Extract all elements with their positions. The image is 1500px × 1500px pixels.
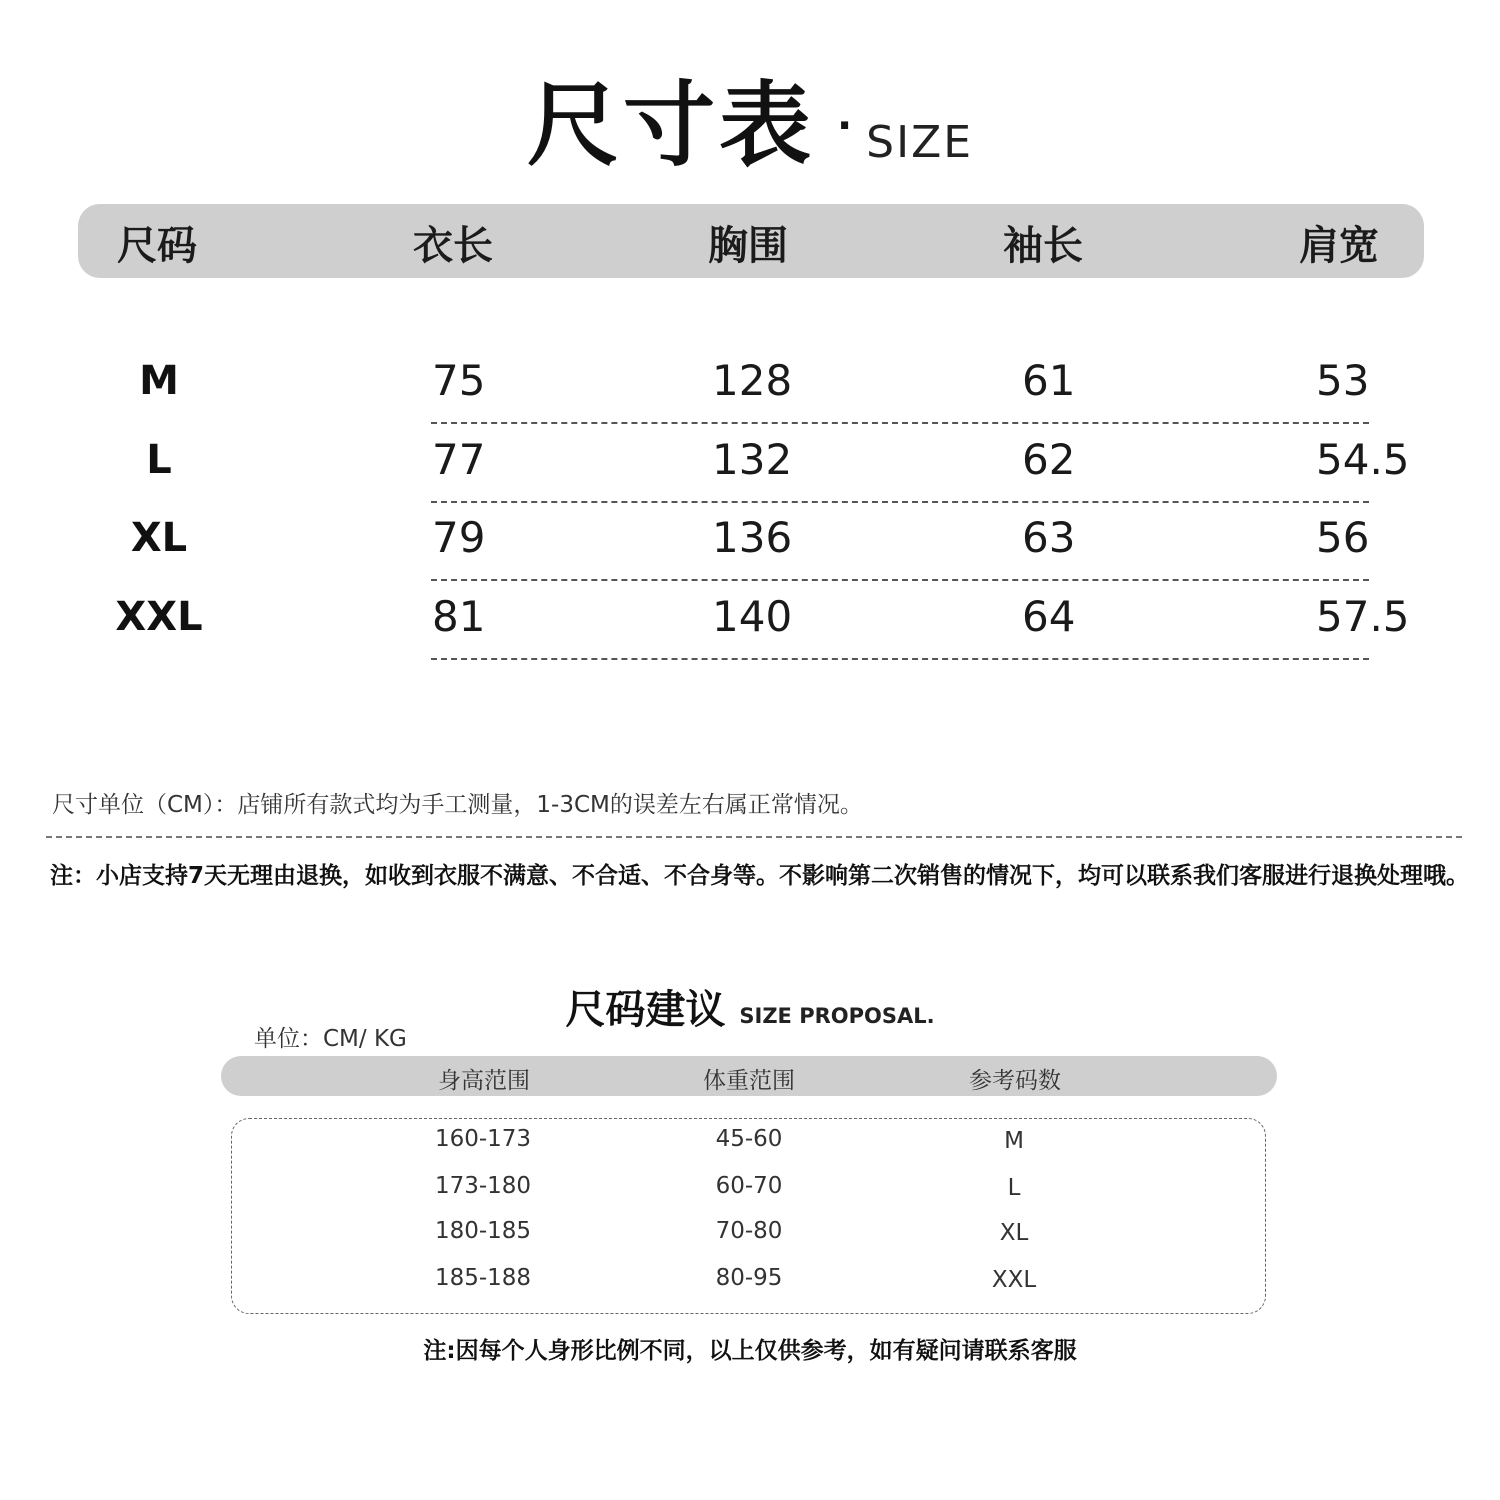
cell-shoulder: 57.5 (1316, 592, 1410, 641)
proposal-unit: 单位：CM/ KG (254, 1026, 407, 1052)
cell-weight: 70-80 (715, 1218, 783, 1244)
cell-ref-size: XXL (991, 1267, 1037, 1293)
cell-height: 180-185 (434, 1218, 532, 1244)
proposal-title-main: 尺码建议 (565, 987, 726, 1033)
cell-shoulder: 56 (1316, 513, 1370, 562)
header-weight: 体重范围 (703, 1068, 795, 1094)
cell-sleeve: 63 (1022, 513, 1076, 562)
cell-sleeve: 64 (1022, 592, 1076, 641)
cell-weight: 80-95 (715, 1265, 783, 1291)
return-policy-notice: 注：小店支持7天无理由退换，如收到衣服不满意、不合适、不合身等。不影响第二次销售的情况下，均可以联系我们客服进行退换处理哦。 (50, 863, 1470, 889)
row-divider (431, 658, 1369, 660)
row-divider (431, 422, 1369, 424)
row-size: XL (130, 515, 188, 561)
header-size: 尺码 (117, 223, 197, 269)
title-main: 尺寸表 (526, 72, 815, 179)
page-title (0, 52, 1500, 184)
cell-shoulder: 53 (1316, 356, 1370, 405)
row-size: L (146, 437, 172, 483)
cell-shoulder: 54.5 (1316, 435, 1410, 484)
title-dot: · (836, 103, 853, 149)
row-divider (431, 579, 1369, 581)
cell-chest: 136 (712, 513, 793, 562)
cell-height: 173-180 (434, 1173, 532, 1199)
cell-ref-size: XL (999, 1220, 1029, 1246)
header-ref-size: 参考码数 (969, 1068, 1061, 1094)
cell-sleeve: 61 (1022, 356, 1076, 405)
cell-ref-size: L (1007, 1175, 1021, 1201)
row-size: M (139, 358, 179, 404)
cell-chest: 132 (712, 435, 793, 484)
cell-sleeve: 62 (1022, 435, 1076, 484)
proposal-title-sub: SIZE PROPOSAL. (739, 1004, 935, 1028)
header-chest: 胸围 (708, 223, 788, 269)
cell-weight: 60-70 (715, 1173, 783, 1199)
section-divider (46, 836, 1462, 838)
header-sleeve: 袖长 (1003, 223, 1083, 269)
row-divider (431, 501, 1369, 503)
header-length: 衣长 (413, 223, 493, 269)
cell-chest: 140 (712, 592, 793, 641)
cell-chest: 128 (712, 356, 793, 405)
cell-height: 160-173 (434, 1126, 532, 1152)
proposal-title (0, 978, 1500, 1035)
unit-note: 尺寸单位（CM）：店铺所有款式均为手工测量，1-3CM的误差左右属正常情况。 (52, 792, 863, 818)
row-size: XXL (115, 594, 203, 640)
cell-height: 185-188 (434, 1265, 532, 1291)
cell-ref-size: M (1004, 1128, 1024, 1154)
cell-weight: 45-60 (715, 1126, 783, 1152)
cell-length: 81 (432, 592, 486, 641)
cell-length: 75 (432, 356, 486, 405)
cell-length: 79 (432, 513, 486, 562)
cell-length: 77 (432, 435, 486, 484)
proposal-note: 注:因每个人身形比例不同，以上仅供参考，如有疑问请联系客服 (423, 1338, 1077, 1364)
header-height: 身高范围 (438, 1068, 530, 1094)
title-sub: SIZE (866, 117, 974, 168)
header-shoulder: 肩宽 (1299, 223, 1379, 269)
